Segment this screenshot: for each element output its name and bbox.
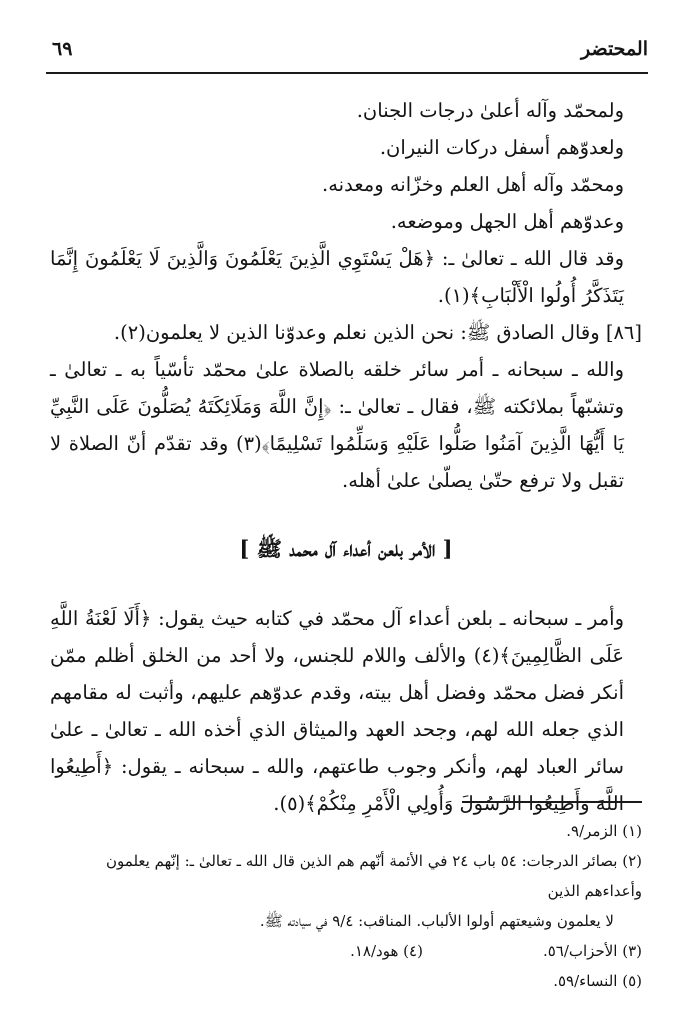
footnotes — [50, 816, 642, 996]
paragraph-quran-quote: وقد قال الله ـ تعالىٰ ـ: ﴿هَلْ يَسْتَوِي الَّذِينَ يَعْلَمُونَ وَالَّذِينَ لَا يَعْلَمُونَ إِنَّمَا يَتَذَكَّرُ أُولُوا الْأَلْبَابِ﴾(١). — [50, 247, 624, 307]
paragraph: والله ـ سبحانه ـ أمر سائر خلقه بالصلاة علىٰ محمّد تأسّياً به ـ تعالىٰ ـ وتشبّهاً بملائكته ﷺ، فقال ـ تعالىٰ ـ: ﴿إِنَّ اللَّهَ وَمَلَائِكَتَهُ يُصَلُّونَ عَلَى النَّبِيِّ يَا أَيُّهَا الَّذِينَ آمَنُوا صَلُّوا عَلَيْهِ وَسَلِّمُوا تَسْلِيمًا﴾(٣) وقد تقدّم أنّ الصلاة لا تقبل ولا ترفع حتّىٰ يصلّىٰ علىٰ أهله. — [50, 358, 624, 492]
footnote-5: (٥) النساء/٥٩. — [553, 972, 642, 990]
footnote-divider — [462, 801, 642, 803]
main-text — [50, 92, 642, 499]
footnote-4: (٤) هود/١٨. — [350, 942, 423, 960]
book-title: المحتضر — [580, 38, 648, 60]
section-heading: [ الأمر بلعن أعداء آل محمد ﷺ ] — [239, 536, 453, 561]
footnote-3: (٣) الأحزاب/٥٦. — [542, 942, 642, 960]
paragraph: ولعدوّهم أسفل دركات النيران. — [379, 136, 624, 159]
paragraph: ولمحمّد وآله أعلىٰ درجات الجنان. — [356, 99, 624, 122]
paragraph: وعدوّهم أهل الجهل وموضعه. — [390, 210, 624, 233]
footnote-2-continued: لا يعلمون وشيعتهم أولوا الألباب. المناقب: ٩/٤ في سيادته ﷺ. — [259, 912, 614, 930]
paragraph-hadith: [٨٦] وقال الصادق ﷺ: نحن الذين نعلم وعدوّنا الذين لا يعلمون(٢). — [113, 321, 642, 344]
paragraph: وأمر ـ سبحانه ـ بلعن أعداء آل محمّد في كتابه حيث يقول: ﴿أَلَا لَعْنَةُ اللَّهِ عَلَى الظَّالِمِينَ﴾(٤) والألف واللام للجنس، ولا أحد من الخلق أظلم ممّن أنكر فضل محمّد وفضل أهل بيته، وقدم عدوّهم عليهم، وأثبت له مقامهم الذي جعله الله لهم، وجحد العهد والميثاق الذي أخذه الله ـ تعالىٰ ـ علىٰ سائر العباد لهم، وأنكر وجوب طاعتهم، والله ـ سبحانه ـ يقول: ﴿أَطِيعُوا اللَّهَ وَأَطِيعُوا الرَّسُولَ وَأُولِي الْأَمْرِ مِنْكُمْ﴾(٥). — [50, 607, 624, 815]
main-text-2 — [50, 600, 642, 822]
paragraph: ومحمّد وآله أهل العلم وخزّانه ومعدنه. — [322, 173, 624, 196]
page-header — [46, 30, 648, 74]
footnote-row — [50, 936, 642, 966]
page-number: ٦٩ — [52, 38, 73, 60]
footnote-1: (١) الزمر/٩. — [566, 822, 642, 840]
footnote-2: (٢) بصائر الدرجات: ٥٤ باب ٢٤ في الأئمة أنّهم هم الذين قال الله ـ تعالىٰ ـ: إنّهم يعلمون وأعداءهم الذين — [106, 852, 642, 900]
